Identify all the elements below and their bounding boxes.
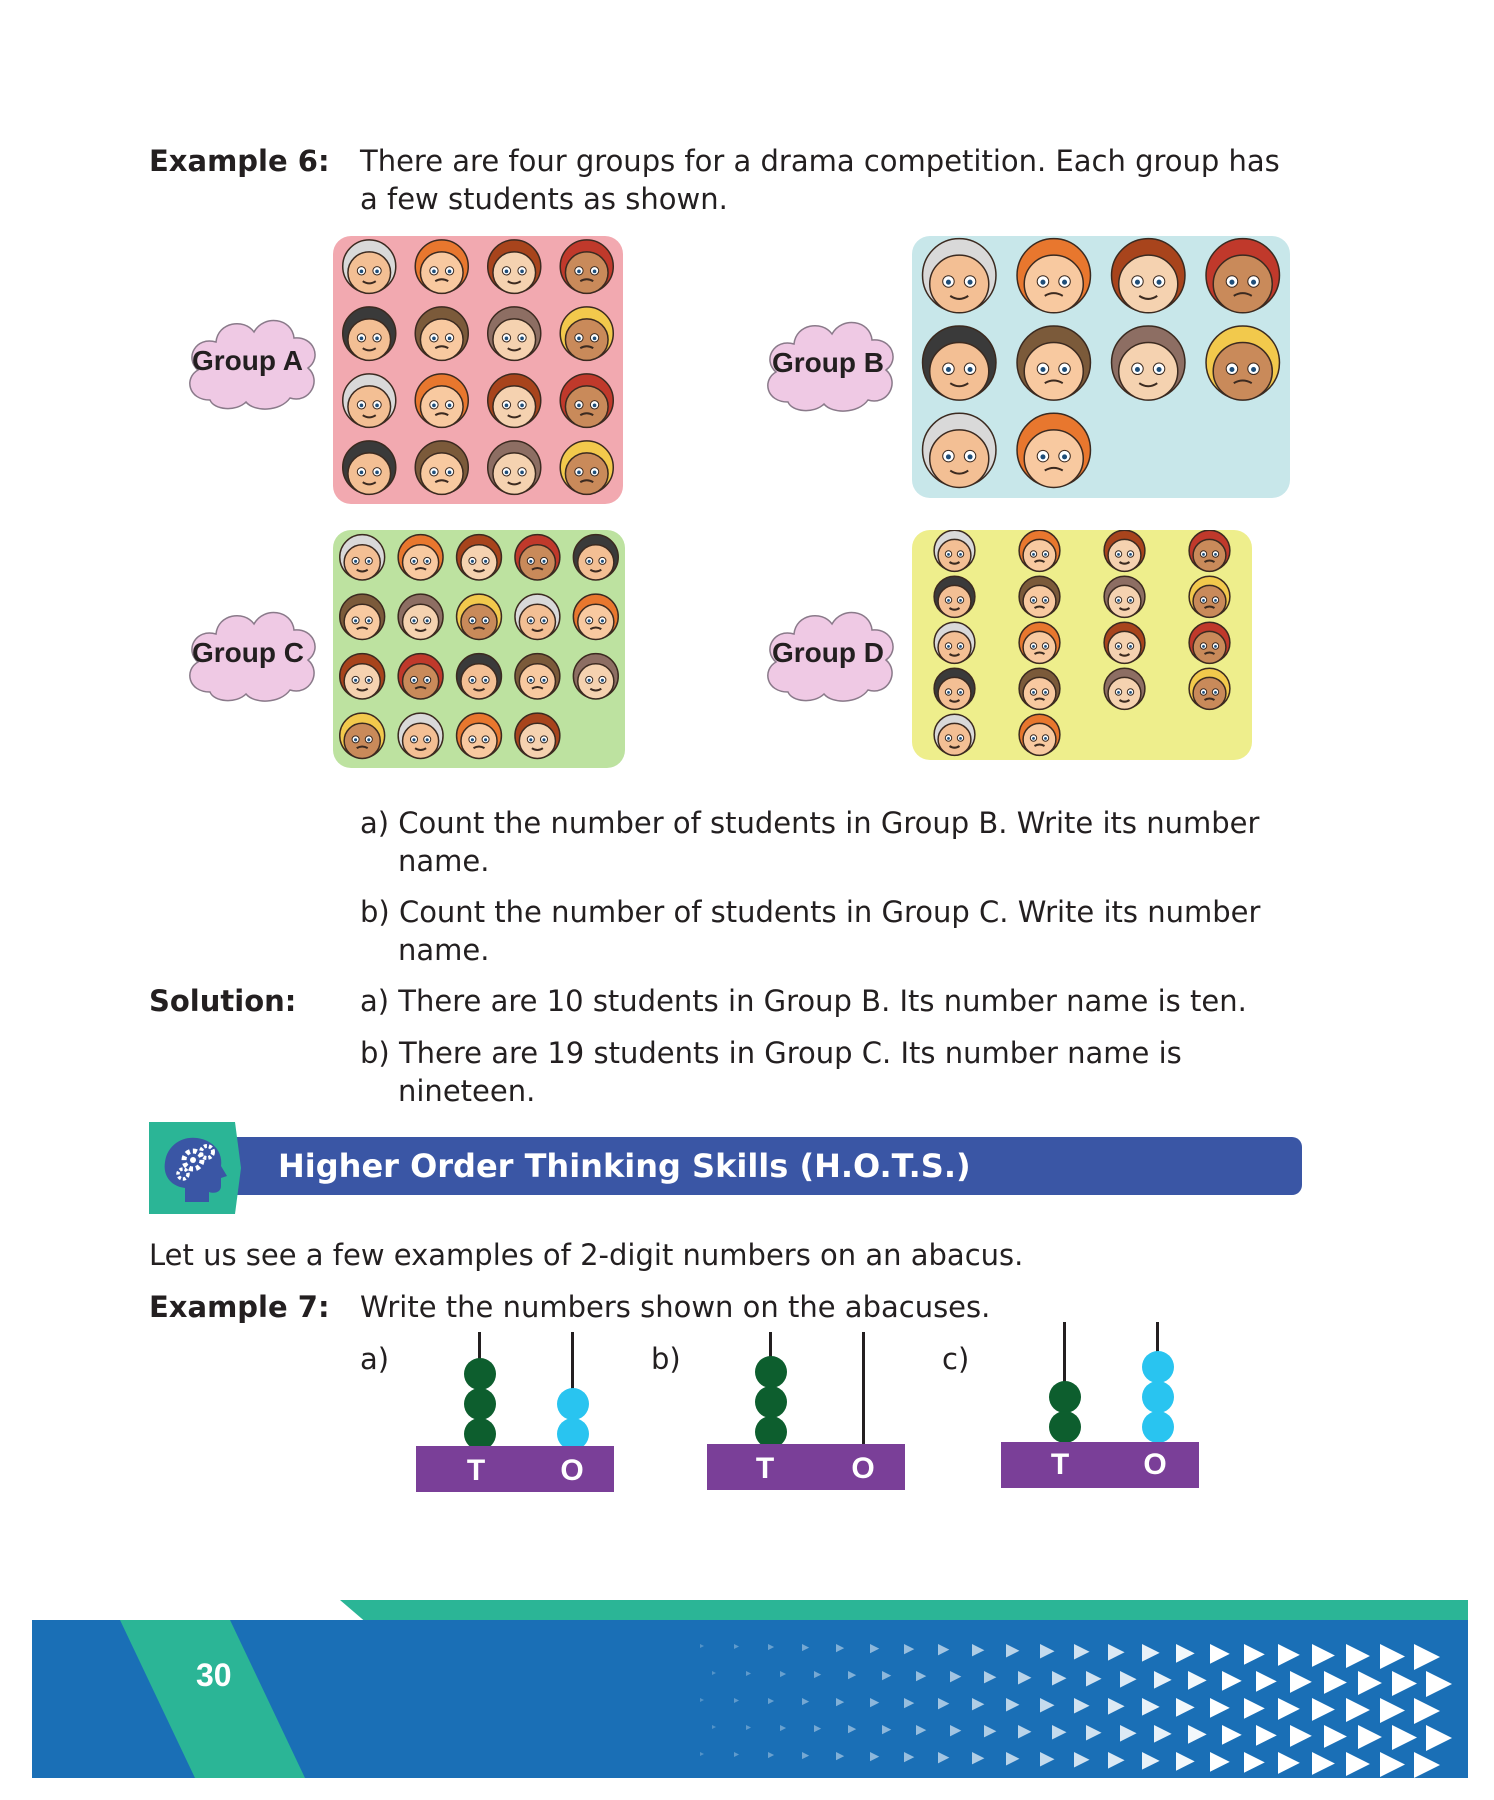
student-face [1019, 530, 1060, 571]
example-7-text: Write the numbers shown on the abacuses. [360, 1290, 991, 1324]
student-face [340, 535, 385, 580]
student-face [1206, 326, 1279, 400]
student-face [415, 240, 468, 294]
student-face [1112, 239, 1185, 313]
student-face [340, 654, 385, 699]
abacus-a-ones-label: O [560, 1454, 584, 1487]
solution-label: Solution: [149, 984, 297, 1018]
abacus-a-label: a) [360, 1342, 390, 1376]
abacus-a-tens-bead [464, 1358, 496, 1390]
student-face [573, 594, 618, 639]
abacus-b-ones-label: O [851, 1452, 875, 1485]
student-face [515, 594, 560, 639]
group-d-label: Group D [772, 637, 884, 668]
question-b-line2: name. [398, 933, 490, 967]
student-face [488, 307, 541, 361]
abacus-b-ones-rod [862, 1332, 865, 1446]
student-face [415, 307, 468, 361]
student-face [573, 654, 618, 699]
student-face [934, 622, 975, 663]
student-face [923, 413, 996, 487]
student-face [1189, 668, 1230, 709]
abacus-a-tens-label: T [466, 1454, 486, 1487]
student-face [1017, 326, 1090, 400]
example-7-label: Example 7: [149, 1290, 330, 1324]
student-face [1112, 326, 1185, 400]
student-face [560, 307, 613, 361]
student-face [923, 239, 996, 313]
student-face [457, 654, 502, 699]
solution-b-line2: nineteen. [398, 1074, 536, 1108]
student-face [1019, 668, 1060, 709]
abacus-c-tens-bead [1049, 1381, 1081, 1413]
student-face [488, 374, 541, 428]
solution-a-line1: a) There are 10 students in Group B. Its number name is ten. [360, 984, 1247, 1018]
student-face [1206, 239, 1279, 313]
group-c-faces [333, 530, 625, 768]
student-face [560, 374, 613, 428]
student-face [340, 594, 385, 639]
student-face [398, 535, 443, 580]
abacus-c-label: c) [942, 1342, 970, 1376]
abacus-b-tens-label: T [755, 1452, 775, 1485]
example-6-text-line2: a few students as shown. [360, 182, 728, 216]
student-face [457, 713, 502, 758]
student-face [415, 374, 468, 428]
footer-band [0, 1600, 1494, 1800]
question-a-line2: name. [398, 844, 490, 878]
group-c-label: Group C [192, 637, 304, 668]
student-face [1104, 530, 1145, 571]
group-d-panel [912, 530, 1252, 760]
abacus-a-ones-bead [557, 1388, 589, 1420]
group-b-label: Group B [772, 347, 884, 378]
abacus-b-tens-bead [755, 1386, 787, 1418]
student-face [343, 240, 396, 294]
solution-b-line1: b) There are 19 students in Group C. Its number name is [360, 1036, 1182, 1070]
group-d-faces [912, 530, 1252, 760]
example-6-label: Example 6: [149, 144, 330, 178]
student-face [1189, 530, 1230, 571]
student-face [488, 240, 541, 294]
student-face [1017, 239, 1090, 313]
group-a-panel [333, 236, 623, 504]
student-face [1189, 622, 1230, 663]
student-face [343, 374, 396, 428]
student-face [934, 714, 975, 755]
student-face [934, 530, 975, 571]
question-a-line1: a) Count the number of students in Group B. Write its number [360, 806, 1260, 840]
student-face [1019, 622, 1060, 663]
student-face [923, 326, 996, 400]
student-face [1019, 714, 1060, 755]
abacus-c-tens-label: T [1050, 1448, 1070, 1481]
head-gears-icon [149, 1122, 241, 1214]
student-face [1104, 576, 1145, 617]
abacus-c-tens-bead [1049, 1411, 1081, 1443]
page-number: 30 [196, 1657, 232, 1693]
abacus-b-tens-bead [755, 1356, 787, 1388]
example-6-text-line1: There are four groups for a drama competition. Each group has [360, 144, 1280, 178]
student-face [398, 713, 443, 758]
abacus-c-ones-bead [1142, 1411, 1174, 1443]
student-face [340, 713, 385, 758]
student-face [415, 441, 468, 495]
student-face [515, 713, 560, 758]
abacus-c-ones-label: O [1143, 1448, 1167, 1481]
group-c-panel [333, 530, 625, 768]
student-face [1017, 413, 1090, 487]
student-face [934, 576, 975, 617]
student-face [457, 535, 502, 580]
student-face [515, 654, 560, 699]
hots-title: Higher Order Thinking Skills (H.O.T.S.) [278, 1147, 971, 1185]
student-face [560, 240, 613, 294]
student-face [573, 535, 618, 580]
student-face [934, 668, 975, 709]
student-face [515, 535, 560, 580]
student-face [560, 441, 613, 495]
group-a-faces [333, 236, 623, 504]
student-face [1019, 576, 1060, 617]
group-b-panel [912, 236, 1290, 498]
student-face [1104, 622, 1145, 663]
abacus-b-label: b) [651, 1342, 681, 1376]
student-face [343, 307, 396, 361]
abacus-a-tens-bead [464, 1388, 496, 1420]
abacus-intro: Let us see a few examples of 2-digit numbers on an abacus. [149, 1238, 1024, 1272]
student-face [398, 654, 443, 699]
student-face [457, 594, 502, 639]
group-a-label: Group A [192, 345, 303, 376]
group-b-faces [912, 236, 1290, 498]
student-face [488, 441, 541, 495]
student-face [398, 594, 443, 639]
student-face [1189, 576, 1230, 617]
student-face [1104, 668, 1145, 709]
question-b-line1: b) Count the number of students in Group C. Write its number [360, 895, 1261, 929]
student-face [343, 441, 396, 495]
abacus-c-ones-bead [1142, 1351, 1174, 1383]
abacus-c-ones-bead [1142, 1381, 1174, 1413]
